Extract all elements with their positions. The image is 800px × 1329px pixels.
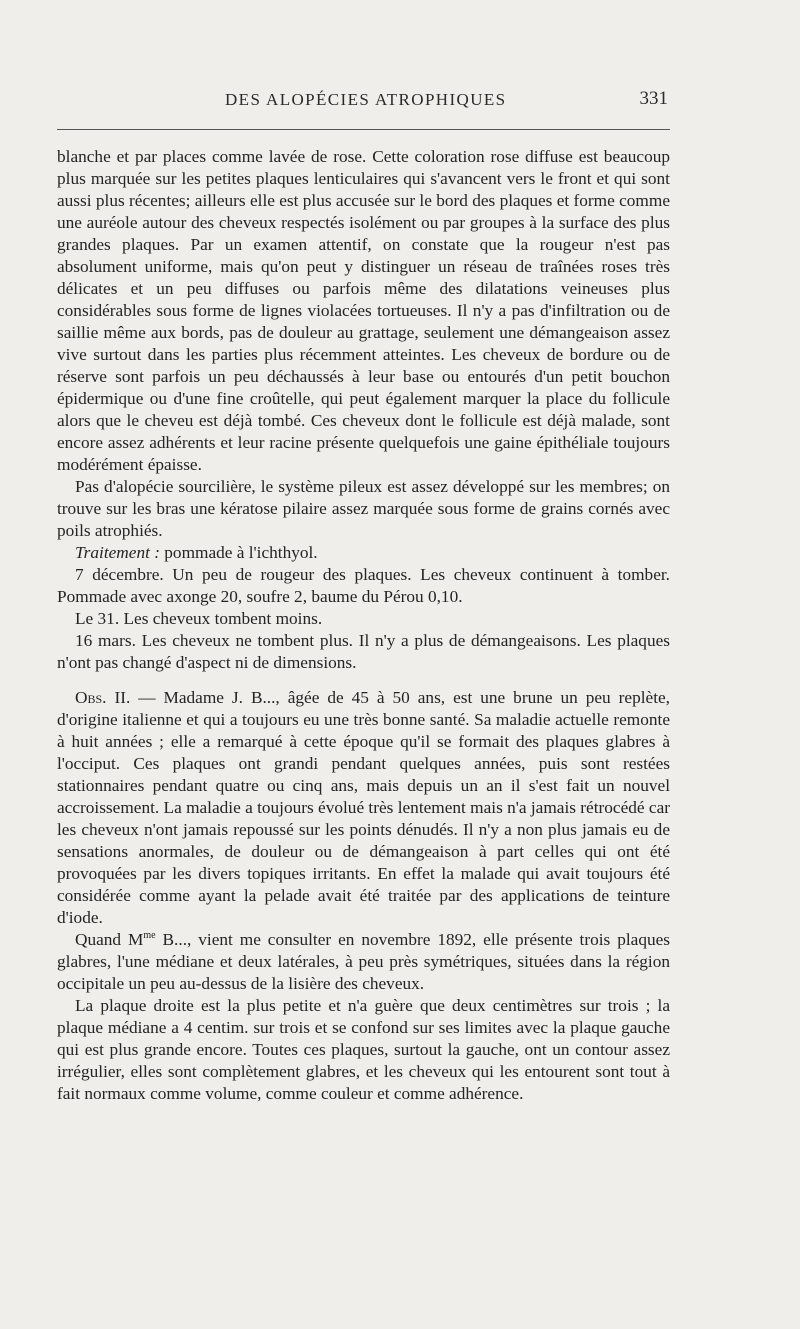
quand-paragraph	[57, 929, 670, 995]
header-rule	[57, 129, 670, 130]
quand-after: B..., vient me consulter en novembre 1892, elle présente trois plaques glabres, l'une médiane et deux latérales, à peu près symétriques, situées dans la région occipitale un peu au-dessus de la lisière des cheveux.	[57, 930, 670, 993]
quand-before: Quand M	[75, 930, 144, 949]
page-number: 331	[639, 88, 668, 109]
observation-label: Obs. II.	[75, 688, 131, 707]
treatment-line	[57, 542, 670, 564]
observation-paragraph	[57, 687, 670, 929]
page-header	[57, 90, 670, 120]
body-text	[57, 146, 670, 1105]
running-title: DES ALOPÉCIES ATROPHIQUES	[225, 90, 507, 109]
entry-7-decembre: 7 décembre. Un peu de rougeur des plaques. Les cheveux continuent à tomber. Pommade avec axonge 20, soufre 2, baume du Pérou 0,10.	[57, 565, 670, 606]
treatment-label: Traitement :	[75, 543, 160, 562]
paragraph-sourciliere: Pas d'alopécie sourcilière, le système pileux est assez développé sur les membres; on trouve sur les bras une kératose pilaire assez marquée sous forme de grains cornés avec poils atrophiés.	[57, 477, 670, 540]
final-paragraph: La plaque droite est la plus petite et n'a guère que deux centimètres sur trois ; la plaque médiane a 4 centim. sur trois et se confond sur ses limites avec la plaque gauche qui est plus grande encore. Toutes ces plaques, surtout la gauche, ont un contour assez irrégulier, elles sont complètement glabres, et les cheveux qui les entourent sont tout à fait normaux comme volume, comme couleur et comme adhérence.	[57, 996, 670, 1103]
entry-16-mars: 16 mars. Les cheveux ne tombent plus. Il n'y a plus de démangeaisons. Les plaques n'ont pas changé d'aspect ni de dimensions.	[57, 631, 670, 672]
treatment-text: pommade à l'ichthyol.	[159, 543, 318, 562]
quand-sup: me	[143, 930, 156, 942]
observation-text: — Madame J. B..., âgée de 45 à 50 ans, est une brune un peu replète, d'origine italienne et qui a toujours eu une très bonne santé. Sa maladie actuelle remonte à huit années ; elle a remarqué à cette époque qu'il se formait des plaques glabres à l'occiput. Ces plaques ont grandi pendant quelques années, puis sont restées stationnaires pendant quatre ou cinq ans, mais depuis un an il s'est fait un nouvel accroissement. La maladie a toujours évolué très lentement mais n'a jamais rétrocédé car les cheveux n'ont jamais repoussé sur les points dénudés. Il n'y a non plus jamais eu de sensations anormales, de douleur ou de démangeaison à part celles qui ont été provoquées par les divers topiques irritants. En effet la malade qui avait toujours été considérée comme ayant la pelade avait été traitée par des applications de teinture d'iode.	[57, 688, 670, 927]
paragraph-continuation: blanche et par places comme lavée de rose. Cette coloration rose diffuse est beaucoup plus marquée sur les petites plaques lenticulaires qui s'avancent vers le front et qui sont aussi plus récentes; ailleurs elle est plus accusée sur le bord des plaques et forme comme une auréole autour des cheveux respectés isolément ou par groupes à la surface des plus grandes plaques. Par un examen attentif, on constate que la rougeur n'est pas absolument uniforme, mais qu'on peut y distinguer un réseau de traînées roses très délicates et un peu diffuses ou parfois même des dilatations veineuses plus considérables sous forme de lignes violacées tortueuses. Il n'y a pas d'infiltration ou de saillie même aux bords, pas de douleur au grattage, seulement une démangeaison assez vive surtout dans les parties plus récemment atteintes. Les cheveux de bordure ou de réserve sont parfois un peu déchaussés à leur base ou entourés d'un petit bouchon épidermique ou d'une fine croûtelle, qui peut également marquer la place du follicule alors que le cheveu est déjà tombé. Ces cheveux dont le follicule est déjà malade, sont encore assez adhérents et leur racine présente quelquefois une gaine épithéliale toujours modérément épaisse.	[57, 147, 670, 474]
entry-31: Le 31. Les cheveux tombent moins.	[75, 609, 323, 628]
